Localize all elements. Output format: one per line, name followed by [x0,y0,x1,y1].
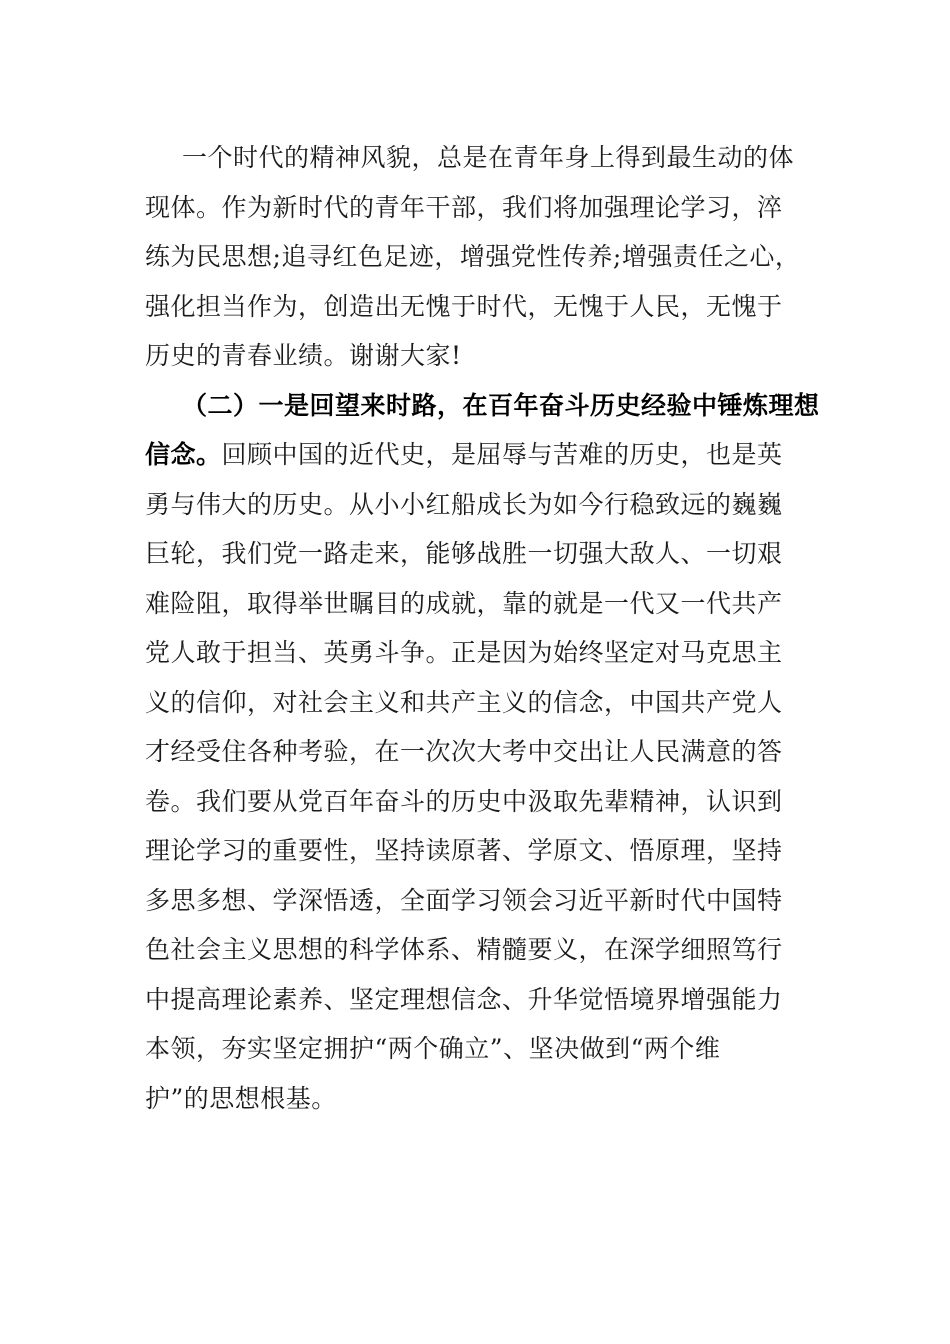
paragraph-line: 多思多想、学深悟透，全面学习领会习近平新时代中国特 [145,885,783,915]
paragraph-youth-spirit [145,133,815,381]
paragraph-line: 义的信仰，对社会主义和共产主义的信念，中国共产党人 [145,687,783,717]
paragraph-line: 练为民思想;追寻红色足迹，增强党性传养;增强责任之心， [145,242,801,271]
paragraph-line [145,430,815,480]
paragraph-line: 护”的思想根基。 [145,1083,337,1113]
document-body [145,133,820,1123]
paragraph-text: 回顾中国的近代史，是屈辱与苦难的历史，也是英 [221,440,783,469]
paragraph-line: 色社会主义思想的科学体系、精髓要义，在深学细照笃行 [145,935,783,964]
paragraph-line: 勇与伟大的历史。从小小红船成长为如今行稳致远的巍巍 [145,489,783,519]
paragraph-line: 党人敢于担当、英勇斗争。正是因为始终坚定对马克思主 [145,638,783,667]
paragraph-line: 历史的青春业绩。谢谢大家! [145,341,462,370]
paragraph-line: 卷。我们要从党百年奋斗的历史中汲取先辈精神，认识到 [145,786,783,816]
paragraph-line: 中提高理论素养、坚定理想信念、升华觉悟境界增强能力 [145,984,783,1014]
paragraph-line: 一个时代的精神风貌，总是在青年身上得到最生动的体 [182,143,795,172]
paragraph-line: 现体。作为新时代的青年干部，我们将加强理论学习，淬 [145,192,783,222]
section-heading-end: 信念。 [145,440,222,469]
paragraph-line: 本领，夯实坚定拥护“两个确立”、坚决做到“两个维 [145,1034,721,1063]
paragraph-section-two [145,381,820,1124]
paragraph-line: 理论学习的重要性，坚持读原著、学原文、悟原理，坚持 [145,836,783,865]
section-heading: （二）一是回望来时路，在百年奋斗历史经验中锤炼理想 [182,390,820,420]
paragraph-line: 难险阻，取得举世瞩目的成就，靠的就是一代又一代共产 [145,588,783,618]
paragraph-line: 强化担当作为，创造出无愧于时代，无愧于人民，无愧于 [145,291,783,321]
paragraph-line: 才经受住各种考验，在一次次大考中交出让人民满意的答 [145,737,783,766]
paragraph-line: 巨轮，我们党一路走来，能够战胜一切强大敌人、一切艰 [145,539,783,568]
